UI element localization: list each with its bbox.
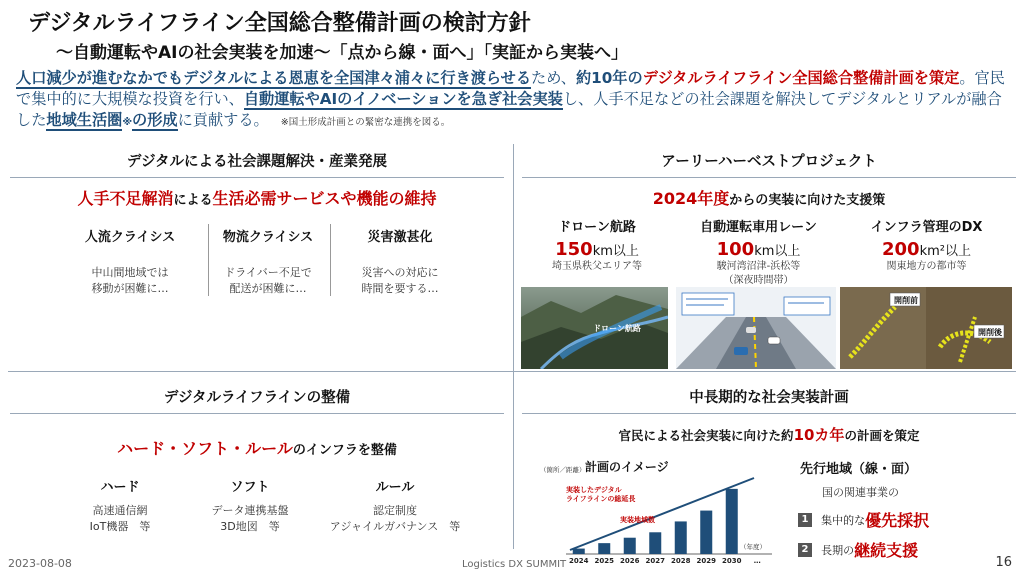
drone-route-photo: [521, 287, 668, 369]
infra-col-desc: 認定制度 アジャイルガバナンス 等: [329, 504, 461, 533]
crisis-logistics: [198, 226, 338, 297]
chart-tick-label: 2024: [569, 557, 589, 565]
after-excavation-label: 開削後: [978, 328, 1002, 337]
lead-note: ※国土形成計画との緊密な連携を図る。: [280, 117, 451, 128]
number-badge: 1: [798, 513, 812, 527]
crisis-title: 災害激甚化: [367, 230, 433, 245]
crisis-desc: ドライバー不足で 配送が困難に…: [224, 266, 312, 295]
chart-ylabel: （箇所／距離）: [540, 466, 586, 474]
plan-bar-chart: [536, 462, 780, 570]
project-drone: [522, 216, 672, 274]
chart-tick-label: 2027: [645, 557, 665, 565]
social-highlight: [10, 186, 504, 209]
project-location: 埼玉県秩父エリア等: [552, 261, 642, 272]
infra-rule: [315, 476, 475, 535]
social-highlight-red1: 人手不足解消: [77, 189, 174, 208]
project-location: 関東地方の都市等: [886, 261, 967, 272]
region-item-1: 1 集中的な優先採択: [798, 508, 929, 531]
crisis-title: 物流クライシス: [222, 230, 314, 245]
section-heading-social: デジタルによる社会課題解決・産業発展: [10, 150, 504, 178]
page-title: デジタルライフライン全国総合整備計画の検討方針: [28, 11, 531, 36]
early-highlight-rest: からの実装に向けた支援策: [729, 193, 886, 208]
crisis-desc: 災害への対応に 時間を要する…: [361, 266, 439, 295]
chart-xlabel: （年度）: [740, 543, 766, 551]
lead-phrase-4: デジタルライフライン全国総合整備計画を策定: [642, 69, 960, 87]
chart-bar-2026: [624, 538, 636, 554]
project-location: 駿河湾沼津-浜松等: [716, 261, 801, 272]
lead-phrase-10: の形成: [132, 111, 178, 129]
lead-phrase-8: 地域生活圏: [46, 111, 123, 129]
project-target: 150km以上: [555, 239, 639, 260]
lead-phrase-6: 自動運転やAIのイノベーションを急ぎ社会実装: [243, 90, 563, 108]
footer-event: Logistics DX SUMMIT: [462, 559, 567, 570]
lead-phrase-11: に貢献する。: [177, 111, 269, 129]
lead-phrase-7: し、人手不足などの社会課題を解決してデジタルとリアルが融合した: [16, 90, 1002, 129]
infra-col-title: ルール: [375, 480, 415, 495]
chart-bar-2025: [598, 543, 610, 554]
region-subtitle: 国の関連事業の: [822, 486, 899, 499]
lead-phrase-2: ため、: [531, 69, 576, 87]
crisis-title: 人流クライシス: [84, 230, 176, 245]
chart-bar-2029: [700, 511, 712, 554]
crisis-people: [60, 226, 200, 297]
infra-col-title: ソフト: [230, 480, 270, 495]
project-autonomous-lane: [676, 216, 841, 288]
infra-highlight-red: ハード・ソフト・ルール: [117, 439, 293, 458]
lead-phrase-1: 人口減少が進むなかでもデジタルによる恩恵を全国津々浦々に行き渡らせる: [16, 69, 532, 87]
infra-col-desc: 高速通信網 IoT機器 等: [89, 504, 151, 533]
chart-line-label: 実装したデジタル ライフラインの総延長: [566, 486, 636, 503]
lead-phrase-5: 。官民で集中的に大規模な投資を行い、: [16, 69, 1005, 108]
horizontal-divider: [8, 371, 1016, 372]
lead-phrase-9: ※: [122, 117, 133, 128]
chart-bar-label: 実装地域数: [620, 516, 655, 524]
vertical-divider: [513, 144, 514, 549]
chart-bar-2030: [726, 489, 738, 554]
infra-highlight-rest: のインフラを整備: [292, 443, 397, 458]
infra-soft: [180, 476, 320, 535]
early-highlight-red: 2024年度: [652, 189, 730, 208]
chart-tick-label: 2025: [594, 557, 614, 565]
chart-tick-label: 2028: [671, 557, 691, 565]
lead-phrase-3: 約10年の: [575, 69, 643, 87]
social-highlight-mid: による: [173, 193, 213, 208]
chart-bar-2028: [675, 521, 687, 554]
region-title: 先行地域（線・面）: [800, 462, 918, 477]
footer-date: 2023-08-08: [8, 557, 72, 570]
page-number: 16: [995, 555, 1012, 570]
drone-route-photo-label: ドローン航路: [593, 324, 641, 333]
region-item-2: 2 長期の継続支援: [798, 538, 918, 561]
chart-tick-label: 2029: [696, 557, 716, 565]
section-heading-infra: デジタルライフラインの整備: [10, 386, 504, 414]
crisis-disaster: [330, 226, 470, 297]
project-target: 100km以上: [716, 239, 801, 260]
page-subtitle: ～自動運転やAIの社会実装を加速～「点から線・面へ」「実証から実装へ」: [56, 43, 628, 63]
infra-col-desc: データ連携基盤 3D地図 等: [211, 504, 289, 533]
project-infra-dx: [844, 216, 1009, 274]
chart-bar-2027: [649, 532, 661, 554]
chart-tick-label: 2030: [722, 557, 742, 565]
infra-dx-photo: [840, 287, 1012, 369]
crisis-desc: 中山間地域では 移動が困難に…: [91, 266, 169, 295]
project-time: （深夜時間帯）: [723, 275, 794, 286]
chart-bar-2024: [573, 549, 585, 554]
section-heading-plan: 中長期的な社会実装計画: [522, 386, 1016, 414]
chart-tick-label: 2026: [620, 557, 640, 565]
chart-tick-label: …: [753, 557, 761, 565]
infra-col-title: ハード: [100, 480, 140, 495]
project-title: ドローン航路: [558, 220, 636, 235]
number-badge: 2: [798, 543, 812, 557]
project-title: インフラ管理のDX: [870, 220, 983, 235]
lead-paragraph: [16, 68, 1011, 133]
chart-title: 計画のイメージ: [585, 460, 669, 474]
infra-highlight: [10, 436, 504, 459]
section-heading-early-harvest: アーリーハーベストプロジェクト: [522, 150, 1016, 178]
early-highlight: [522, 186, 1016, 209]
plan-subheading: 官民による社会実装に向けた約10カ年の計画を策定: [618, 426, 920, 444]
autonomous-lane-illustration: [676, 287, 836, 369]
project-title: 自動運転車用レーン: [700, 220, 817, 235]
before-excavation-label: 開削前: [894, 296, 918, 305]
infra-hard: [50, 476, 190, 535]
social-highlight-red2: 生活必需サービスや機能の維持: [212, 189, 437, 208]
project-target: 200km²以上: [882, 239, 971, 260]
